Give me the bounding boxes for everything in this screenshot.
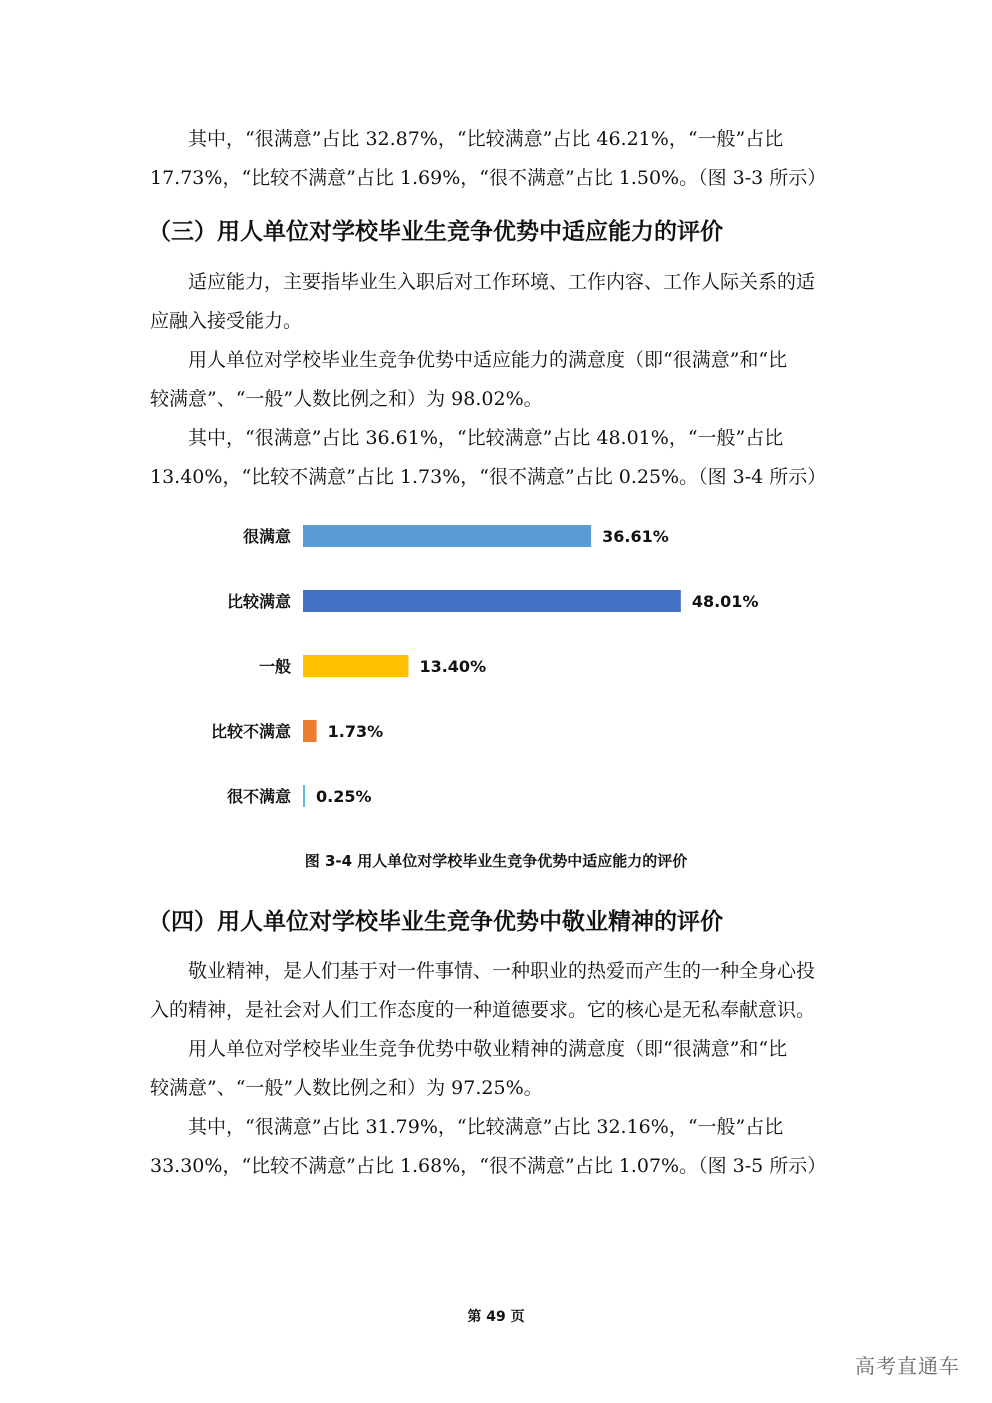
- data-label: 13.40%: [419, 657, 487, 676]
- section-heading-3: （三）用人单位对学校毕业生竞争优势中适应能力的评价: [148, 219, 723, 245]
- paragraph-section3-tail: [150, 120, 842, 198]
- paragraph-line: 应融入接受能力。: [150, 310, 303, 332]
- paragraph-line: 17.73%，“比较不满意”占比 1.69%，“很不满意”占比 1.50%。（图 3-3 所示）: [150, 167, 827, 189]
- paragraph-dedication-breakdown: [150, 1108, 842, 1186]
- paragraph-adaptability-definition: [150, 263, 842, 341]
- paragraph-line: 适应能力，主要指毕业生入职后对工作环境、工作内容、工作人际关系的适: [188, 271, 816, 293]
- paragraph-adaptability-satisfaction: [150, 341, 842, 419]
- paragraph-line: 其中，“很满意”占比 32.87%，“比较满意”占比 46.21%，“一般”占比: [188, 128, 784, 150]
- watermark-text: 高考直通车: [855, 1354, 960, 1378]
- bar: [303, 590, 681, 612]
- paragraph-line: 13.40%，“比较不满意”占比 1.73%，“很不满意”占比 0.25%。（图 3-4 所示）: [150, 466, 827, 488]
- paragraph-line: 较满意”、“一般”人数比例之和）为 98.02%。: [150, 388, 543, 410]
- paragraph-line: 其中，“很满意”占比 36.61%，“比较满意”占比 48.01%，“一般”占比: [188, 427, 784, 449]
- category-label: 很满意: [242, 527, 291, 546]
- bar: [303, 720, 317, 742]
- category-label: 很不满意: [226, 787, 291, 806]
- paragraph-line: 入的精神，是社会对人们工作态度的一种道德要求。它的核心是无私奉献意识。: [150, 999, 816, 1021]
- paragraph-line: 其中，“很满意”占比 31.79%，“比较满意”占比 32.16%，“一般”占比: [188, 1116, 784, 1138]
- category-label: 比较不满意: [210, 722, 291, 741]
- bar: [303, 525, 591, 547]
- category-label: 比较满意: [226, 592, 291, 611]
- paragraph-line: 33.30%，“比较不满意”占比 1.68%，“很不满意”占比 1.07%。（图 3-5 所示）: [150, 1155, 827, 1177]
- data-label: 48.01%: [691, 592, 759, 611]
- bar: [303, 785, 305, 807]
- paragraph-dedication-satisfaction: [150, 1030, 842, 1108]
- chart-svg: [150, 505, 842, 825]
- figure-caption: 图 3-4 用人单位对学校毕业生竞争优势中适应能力的评价: [304, 852, 688, 870]
- paragraph-line: 较满意”、“一般”人数比例之和）为 97.25%。: [150, 1077, 543, 1099]
- adaptability-bar-chart: [150, 505, 842, 825]
- paragraph-adaptability-breakdown: [150, 419, 842, 497]
- data-label: 1.73%: [327, 722, 384, 741]
- data-label: 0.25%: [316, 787, 372, 806]
- bar: [303, 655, 408, 677]
- paragraph-line: 用人单位对学校毕业生竞争优势中敬业精神的满意度（即“很满意”和“比: [188, 1038, 788, 1060]
- data-label: 36.61%: [602, 527, 669, 546]
- page-number: 第 49 页: [467, 1309, 525, 1325]
- section-heading-4: （四）用人单位对学校毕业生竞争优势中敬业精神的评价: [148, 909, 723, 935]
- paragraph-line: 敬业精神，是人们基于对一件事情、一种职业的热爱而产生的一种全身心投: [188, 960, 816, 982]
- paragraph-dedication-definition: [150, 952, 842, 1030]
- category-label: 一般: [258, 657, 291, 676]
- paragraph-line: 用人单位对学校毕业生竞争优势中适应能力的满意度（即“很满意”和“比: [188, 349, 788, 371]
